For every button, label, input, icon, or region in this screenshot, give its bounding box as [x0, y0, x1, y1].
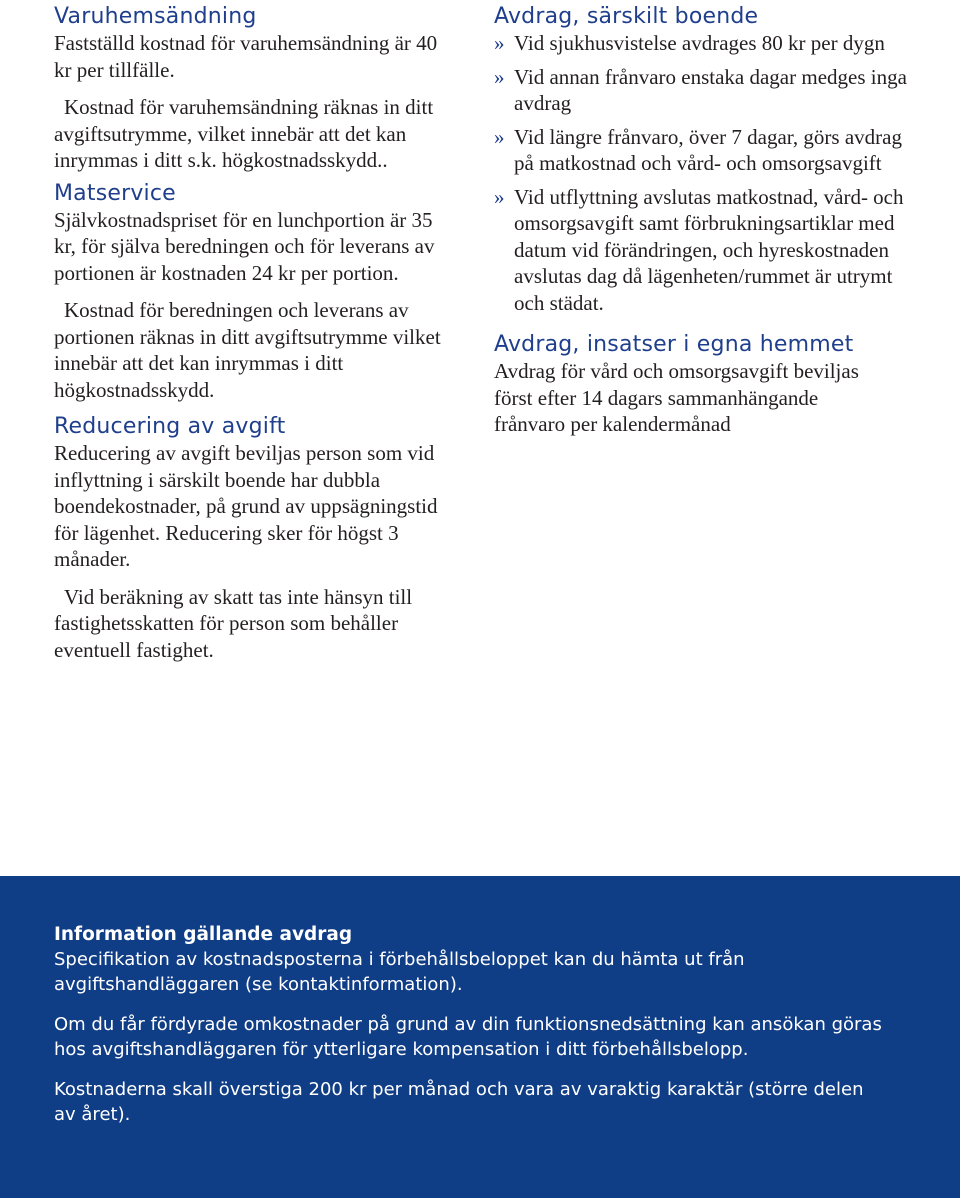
- matservice-text-2: Kostnad för beredningen och leverans av portionen räknas in ditt avgiftsutrymme vilket innebär att det kan inrymmas i ditt högkostnadsskydd.: [54, 298, 441, 402]
- avdrag-hemmet-heading: Avdrag, insatser i egna hemmet: [494, 332, 854, 357]
- info-box-text-3: Kostnaderna skall överstiga 200 kr per månad och vara av varaktig karaktär (större delen av året).: [54, 1079, 864, 1125]
- bullet-marker: »: [494, 124, 505, 149]
- matservice-heading: Matservice: [54, 180, 176, 206]
- info-box: [0, 876, 960, 1198]
- avdrag-bullet-text: Vid annan frånvaro enstaka dagar medges inga avdrag: [514, 64, 907, 115]
- avdrag-bullet-text: Vid sjukhusvistelse avdrages 80 kr per dygn: [514, 31, 885, 55]
- info-box-text-2: Om du får fördyrade omkostnader på grund av din funktionsnedsättning kan ansökan göras hos avgiftshandläggaren för ytterligare kompensation i ditt förbehållsbelopp.: [54, 1014, 882, 1060]
- avdrag-bullet-text: Vid längre frånvaro, över 7 dagar, görs avdrag på matkostnad och vård- och omsorgsavgift: [514, 124, 902, 175]
- avdrag-bullet: [494, 64, 914, 117]
- avdrag-bullet: [494, 124, 924, 177]
- bullet-marker: »: [494, 64, 505, 89]
- varuhemsandning-heading: Varuhemsändning: [54, 4, 257, 29]
- right-column: [494, 0, 914, 438]
- avdrag-boende-heading: Avdrag, särskilt boende: [494, 4, 759, 29]
- avdrag-hemmet-text: Avdrag för vård och omsorgsavgift beviljas först efter 14 dagars sammanhängande frånvaro per kalendermånad: [494, 359, 859, 436]
- info-box-heading: Information gällande avdrag: [54, 924, 353, 945]
- bullet-marker: »: [494, 31, 505, 55]
- avdrag-bullet-text: Vid utflyttning avslutas matkostnad, vård- och omsorgsavgift samt förbrukningsartiklar med datum vid förändringen, och hyreskostnaden avslutas dag då lägenheten/rummet är utrymt och städat.: [514, 184, 904, 315]
- bullet-marker: »: [494, 184, 505, 209]
- reducering-heading: Reducering av avgift: [54, 414, 286, 439]
- avdrag-bullet: [494, 30, 914, 57]
- reducering-text-1: Reducering av avgift beviljas person som vid inflyttning i särskilt boende har dubbla boendekostnader, på grund av uppsägningstid för lägenhet. Reducering sker för högst 3 månader.: [54, 441, 438, 571]
- varuhemsandning-text-2: Kostnad för varuhemsändning räknas in ditt avgiftsutrymme, vilket innebär att det kan inrymmas i ditt s.k. högkostnadsskydd..: [54, 95, 434, 172]
- left-column: [54, 0, 464, 663]
- info-box-text-1: Specifikation av kostnadsposterna i förbehållsbeloppet kan du hämta ut från avgiftshandläggaren (se kontaktinformation).: [54, 949, 745, 995]
- avdrag-bullet: [494, 184, 919, 317]
- varuhemsandning-text-1: Fastställd kostnad för varuhemsändning är 40 kr per tillfälle.: [54, 31, 438, 82]
- reducering-text-2: Vid beräkning av skatt tas inte hänsyn till fastighetsskatten för person som behåller eventuell fastighet.: [54, 584, 413, 662]
- matservice-text-1: Självkostnadspriset för en lunchportion är 35 kr, för själva beredningen och för leverans av portionen är kostnaden 24 kr per portion.: [54, 207, 435, 285]
